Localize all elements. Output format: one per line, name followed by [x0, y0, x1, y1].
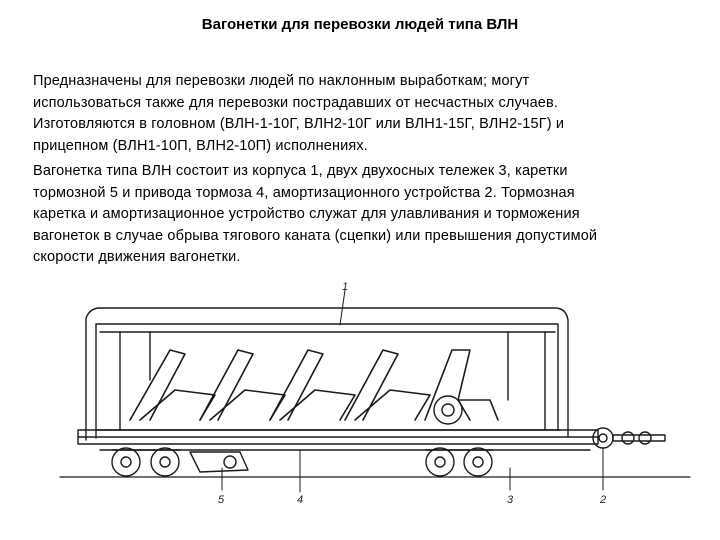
paragraph-line: Предназначены для перевозки людей по наклонным выработкам; могут: [33, 73, 530, 89]
left-bogie: [112, 448, 180, 476]
paragraph-composition: [33, 161, 693, 269]
wagon-body-outline: [86, 308, 568, 440]
callout-2: 2: [600, 494, 607, 506]
coupler: [593, 428, 613, 448]
paragraph-line: использоваться также для перевозки пострадавших от несчастных случаев.: [33, 94, 559, 111]
callout-4: 4: [297, 494, 304, 506]
paragraph-line: каретка и амортизационное устройство служат для улавливания и торможения: [33, 206, 580, 222]
callout-5: 5: [218, 494, 225, 506]
paragraph-line: Изготовляются в головном (ВЛН-1-10Г, ВЛН2-10Г или ВЛН1-15Г, ВЛН2-15Г) и: [33, 116, 565, 132]
slide-title: Вагонетки для перевозки людей типа ВЛН: [201, 16, 519, 33]
callout-1: 1: [342, 281, 349, 293]
paragraph-line: прицепном (ВЛН1-10П, ВЛН2-10П) исполнениях.: [33, 137, 368, 154]
paragraph-line: вагонеток в случае обрыва тягового каната (сцепки) или превышения допустимой: [33, 227, 598, 244]
seat-row: [130, 350, 498, 420]
paragraph-line: тормозной 5 и привода тормоза 4, амортизационного устройства 2. Тормозная: [33, 184, 575, 201]
brake-drum: [434, 396, 462, 424]
paragraph-purpose: [33, 71, 693, 157]
paragraph-line: Вагонетка типа ВЛН состоит из корпуса 1, двух двухосных тележек 3, каретки: [33, 163, 568, 179]
wagon-body-inner: [96, 324, 558, 438]
paragraph-line: скорости движения вагонетки.: [33, 249, 241, 265]
wagon-drawing: [0, 280, 720, 540]
callout-3: 3: [507, 494, 514, 506]
right-bogie: [426, 448, 492, 476]
brake-carriage: [190, 452, 248, 472]
wagon-drawing-svg: [0, 280, 720, 540]
